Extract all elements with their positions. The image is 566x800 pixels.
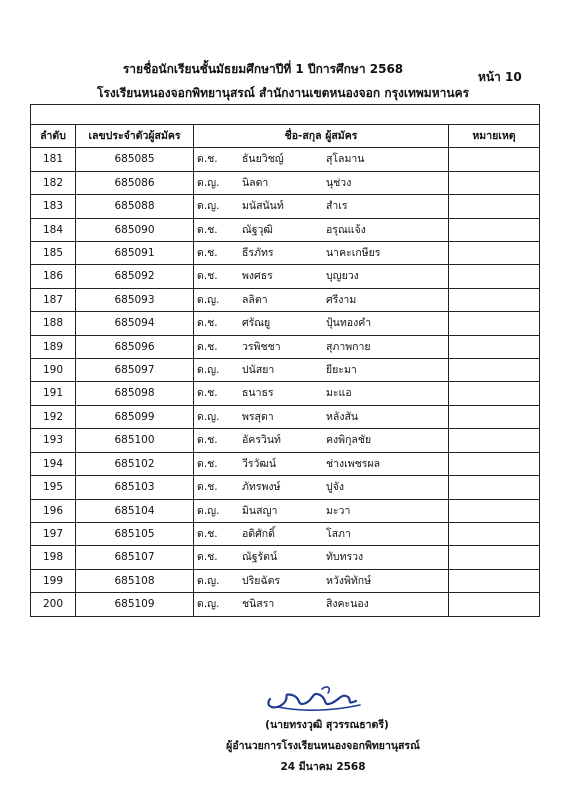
- applicant-id-cell: 685108: [76, 569, 194, 592]
- seq-cell: 186: [31, 265, 76, 288]
- first-name: ลลิตา: [242, 293, 268, 306]
- name-wrap: [194, 148, 448, 170]
- first-name: มนัสนันท์: [242, 200, 284, 213]
- seq-cell: 184: [31, 218, 76, 241]
- applicant-id-cell: 685099: [76, 405, 194, 428]
- name-cell: [194, 569, 449, 592]
- name-cell: [194, 218, 449, 241]
- last-name: ยียะมา: [326, 364, 357, 377]
- name-cell: [194, 405, 449, 428]
- seq-cell: 187: [31, 288, 76, 311]
- first-name: ชนิสรา: [242, 598, 275, 611]
- seq-cell: 199: [31, 569, 76, 592]
- signer-name: (นายทรงวุฒิ สุวรรณธาตรี): [265, 719, 389, 731]
- name-prefix: ด.ช.: [197, 247, 218, 260]
- table-body: [31, 148, 540, 616]
- name-wrap: [194, 453, 448, 475]
- signer-position: ผู้อำนวยการโรงเรียนหนองจอกพิทยานุสรณ์: [226, 740, 420, 752]
- table-row: [31, 593, 540, 616]
- remark-cell: [449, 288, 540, 311]
- student-roster-table: [30, 104, 540, 617]
- table-row: [31, 499, 540, 522]
- name-prefix: ด.ญ.: [197, 200, 220, 213]
- applicant-id-cell: 685100: [76, 429, 194, 452]
- first-name: ปนัสยา: [242, 364, 275, 377]
- first-name: พรสุดา: [242, 410, 274, 423]
- remark-cell: [449, 593, 540, 616]
- name-prefix: ด.ญ.: [197, 574, 220, 587]
- remark-cell: [449, 335, 540, 358]
- applicant-id-cell: 685109: [76, 593, 194, 616]
- table-row: [31, 546, 540, 569]
- first-name: ณัฐรัตน์: [242, 551, 278, 564]
- name-prefix: ด.ญ.: [197, 293, 220, 306]
- seq-cell: 193: [31, 429, 76, 452]
- name-wrap: [194, 476, 448, 498]
- first-name: ศรัณยู: [242, 317, 271, 330]
- header-seq: ลำดับ: [31, 125, 76, 148]
- last-name: บุญยวง: [326, 270, 359, 283]
- first-name: ณัฐวุฒิ: [242, 223, 273, 236]
- applicant-id-cell: 685107: [76, 546, 194, 569]
- last-name: นุช่วง: [326, 176, 352, 189]
- page-number: หน้า 10: [478, 70, 522, 84]
- table-row: [31, 452, 540, 475]
- name-wrap: [194, 195, 448, 217]
- last-name: ปูจัง: [326, 481, 344, 494]
- table-row: [31, 195, 540, 218]
- table-blank-row: [31, 105, 540, 125]
- seq-cell: 197: [31, 522, 76, 545]
- remark-cell: [449, 218, 540, 241]
- name-cell: [194, 148, 449, 171]
- seq-cell: 185: [31, 242, 76, 265]
- remark-cell: [449, 382, 540, 405]
- table-row: [31, 171, 540, 194]
- name-prefix: ด.ช.: [197, 457, 218, 470]
- seq-cell: 183: [31, 195, 76, 218]
- name-cell: [194, 171, 449, 194]
- signature: [262, 681, 372, 715]
- last-name: อรุณแจ้ง: [326, 223, 366, 236]
- table-row: [31, 359, 540, 382]
- applicant-id-cell: 685090: [76, 218, 194, 241]
- name-prefix: ด.ช.: [197, 270, 218, 283]
- table-row: [31, 429, 540, 452]
- remark-cell: [449, 148, 540, 171]
- name-prefix: ด.ช.: [197, 387, 218, 400]
- applicant-id-cell: 685086: [76, 171, 194, 194]
- name-cell: [194, 382, 449, 405]
- first-name: ธันยวิชญ์: [242, 153, 284, 166]
- table-row: [31, 382, 540, 405]
- applicant-id-cell: 685105: [76, 522, 194, 545]
- table-row: [31, 335, 540, 358]
- first-name: พงศธร: [242, 270, 273, 283]
- name-cell: [194, 359, 449, 382]
- applicant-id-cell: 685102: [76, 452, 194, 475]
- last-name: มะแอ: [326, 387, 352, 400]
- table-row: [31, 218, 540, 241]
- first-name: วีรวัฒน์: [242, 457, 277, 470]
- first-name: ภัทรพงษ์: [242, 481, 281, 494]
- table-row: [31, 476, 540, 499]
- last-name: สิงคะนอง: [326, 598, 369, 611]
- name-cell: [194, 522, 449, 545]
- seq-cell: 181: [31, 148, 76, 171]
- table-row: [31, 148, 540, 171]
- name-prefix: ด.ช.: [197, 551, 218, 564]
- name-cell: [194, 499, 449, 522]
- name-cell: [194, 593, 449, 616]
- name-prefix: ด.ช.: [197, 340, 218, 353]
- header-remark: หมายเหตุ: [449, 125, 540, 148]
- last-name: สุโลมาน: [326, 153, 365, 166]
- name-cell: [194, 546, 449, 569]
- remark-cell: [449, 522, 540, 545]
- table-row: [31, 405, 540, 428]
- last-name: คงพิกุลชัย: [326, 434, 372, 447]
- table-header-row: [31, 125, 540, 148]
- remark-cell: [449, 265, 540, 288]
- remark-cell: [449, 429, 540, 452]
- name-prefix: ด.ช.: [197, 434, 218, 447]
- table-row: [31, 312, 540, 335]
- name-wrap: [194, 289, 448, 311]
- applicant-id-cell: 685097: [76, 359, 194, 382]
- seq-cell: 200: [31, 593, 76, 616]
- name-prefix: ด.ช.: [197, 153, 218, 166]
- name-cell: [194, 476, 449, 499]
- name-prefix: ด.ญ.: [197, 176, 220, 189]
- table-row: [31, 522, 540, 545]
- name-wrap: [194, 382, 448, 404]
- header-applicant-id: เลขประจำตัวผู้สมัคร: [76, 125, 194, 148]
- seq-cell: 189: [31, 335, 76, 358]
- name-prefix: ด.ช.: [197, 223, 218, 236]
- remark-cell: [449, 242, 540, 265]
- applicant-id-cell: 685104: [76, 499, 194, 522]
- applicant-id-cell: 685096: [76, 335, 194, 358]
- name-wrap: [194, 546, 448, 568]
- name-prefix: ด.ญ.: [197, 504, 220, 517]
- first-name: ปริยฉัตร: [242, 574, 281, 587]
- applicant-id-cell: 685091: [76, 242, 194, 265]
- last-name: ปุ้นทองคำ: [326, 317, 372, 330]
- remark-cell: [449, 452, 540, 475]
- name-wrap: [194, 242, 448, 264]
- first-name: มินสญา: [242, 504, 278, 517]
- last-name: นาคะเกษียร: [326, 247, 381, 260]
- name-wrap: [194, 593, 448, 615]
- applicant-id-cell: 685093: [76, 288, 194, 311]
- last-name: มะวา: [326, 504, 351, 517]
- last-name: หวังพิทักษ์: [326, 574, 372, 587]
- name-prefix: ด.ช.: [197, 481, 218, 494]
- header-name: ชื่อ-สกุล ผู้สมัคร: [194, 125, 449, 148]
- first-name: ธนาธร: [242, 387, 274, 400]
- name-wrap: [194, 523, 448, 545]
- remark-cell: [449, 499, 540, 522]
- remark-cell: [449, 569, 540, 592]
- school-title: โรงเรียนหนองจอกพิทยานุสรณ์ สำนักงานเขตหนองจอก กรุงเทพมหานคร: [96, 86, 470, 100]
- name-prefix: ด.ญ.: [197, 410, 220, 423]
- name-cell: [194, 195, 449, 218]
- name-cell: [194, 265, 449, 288]
- table-row: [31, 288, 540, 311]
- name-wrap: [194, 406, 448, 428]
- first-name: วรพิชชา: [242, 340, 281, 353]
- seq-cell: 188: [31, 312, 76, 335]
- seq-cell: 192: [31, 405, 76, 428]
- seq-cell: 190: [31, 359, 76, 382]
- last-name: สำเร: [326, 200, 348, 213]
- applicant-id-cell: 685094: [76, 312, 194, 335]
- name-prefix: ด.ช.: [197, 317, 218, 330]
- name-prefix: ด.ญ.: [197, 598, 220, 611]
- name-wrap: [194, 429, 448, 451]
- name-wrap: [194, 500, 448, 522]
- table-row: [31, 265, 540, 288]
- name-cell: [194, 335, 449, 358]
- first-name: อดิศักดิ์: [242, 527, 275, 540]
- remark-cell: [449, 171, 540, 194]
- name-cell: [194, 242, 449, 265]
- name-prefix: ด.ญ.: [197, 364, 220, 377]
- first-name: นิลดา: [242, 176, 269, 189]
- last-name: ช่างเพชรผล: [326, 457, 381, 470]
- name-wrap: [194, 172, 448, 194]
- table-row: [31, 569, 540, 592]
- name-wrap: [194, 570, 448, 592]
- name-prefix: ด.ช.: [197, 527, 218, 540]
- name-wrap: [194, 336, 448, 358]
- remark-cell: [449, 476, 540, 499]
- document-date: 24 มีนาคม 2568: [280, 761, 366, 773]
- name-wrap: [194, 265, 448, 287]
- last-name: หลังสัน: [326, 410, 359, 423]
- seq-cell: 182: [31, 171, 76, 194]
- last-name: ศรีงาม: [326, 293, 357, 306]
- remark-cell: [449, 312, 540, 335]
- applicant-id-cell: 685103: [76, 476, 194, 499]
- remark-cell: [449, 195, 540, 218]
- name-cell: [194, 429, 449, 452]
- last-name: ทับทรวง: [326, 551, 364, 564]
- applicant-id-cell: 685098: [76, 382, 194, 405]
- seq-cell: 195: [31, 476, 76, 499]
- remark-cell: [449, 405, 540, 428]
- name-wrap: [194, 359, 448, 381]
- applicant-id-cell: 685092: [76, 265, 194, 288]
- table-row: [31, 242, 540, 265]
- remark-cell: [449, 359, 540, 382]
- seq-cell: 196: [31, 499, 76, 522]
- name-cell: [194, 452, 449, 475]
- seq-cell: 198: [31, 546, 76, 569]
- document-title: รายชื่อนักเรียนชั้นมัธยมศึกษาปีที่ 1 ปีการศึกษา 2568: [122, 62, 404, 76]
- applicant-id-cell: 685088: [76, 195, 194, 218]
- last-name: โสภา: [326, 527, 351, 540]
- applicant-id-cell: 685085: [76, 148, 194, 171]
- seq-cell: 194: [31, 452, 76, 475]
- name-wrap: [194, 219, 448, 241]
- blank-cell: [31, 105, 540, 125]
- first-name: อัครวินท์: [242, 434, 281, 447]
- first-name: ธีรภัทร: [242, 247, 274, 260]
- name-cell: [194, 312, 449, 335]
- remark-cell: [449, 546, 540, 569]
- seq-cell: 191: [31, 382, 76, 405]
- name-wrap: [194, 312, 448, 334]
- last-name: สุภาพกาย: [326, 340, 371, 353]
- name-cell: [194, 288, 449, 311]
